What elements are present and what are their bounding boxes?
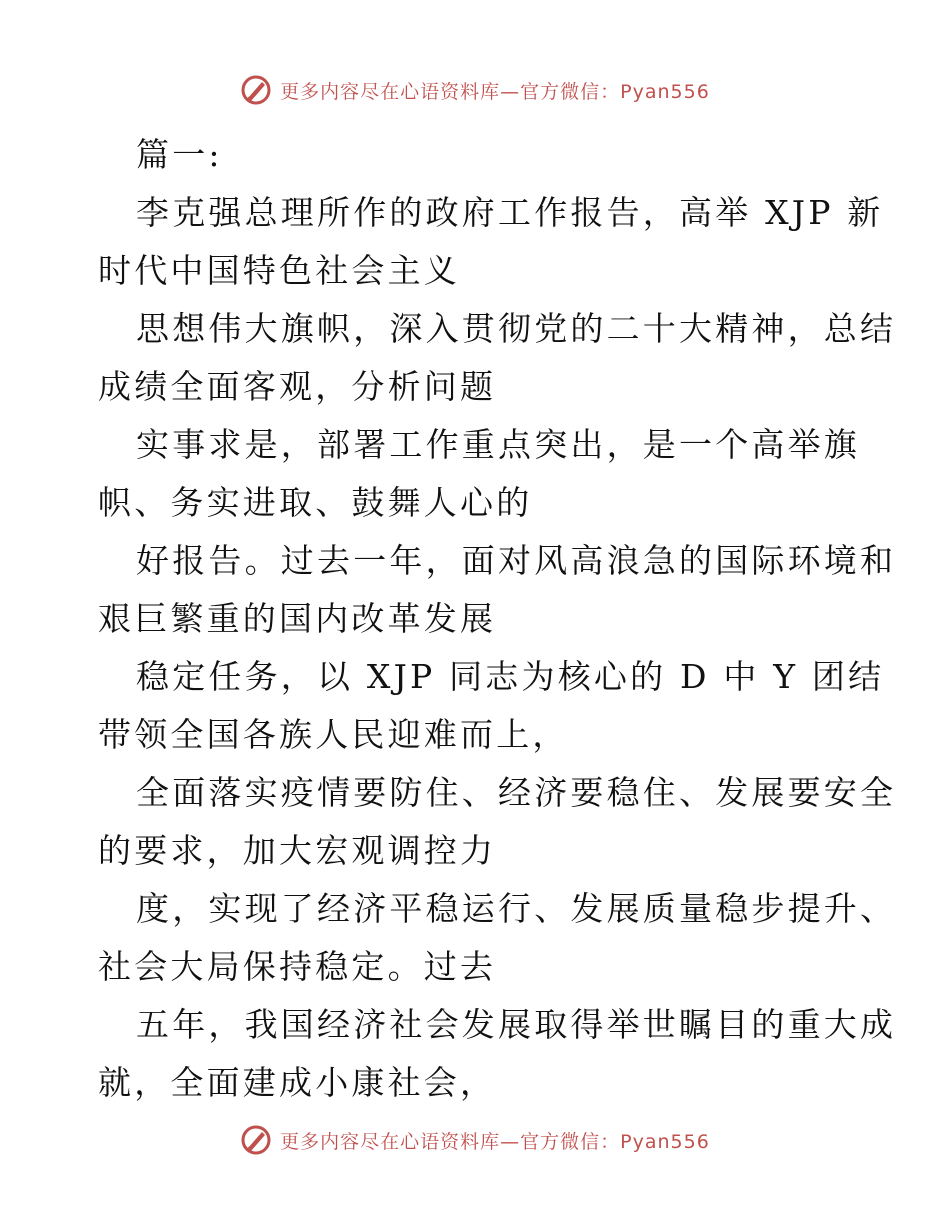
text-line: 社会大局保持稳定。过去	[98, 947, 497, 986]
quill-logo-icon	[240, 74, 272, 106]
text-line: 时代中国特色社会主义	[98, 251, 460, 290]
text-line: 就，全面建成小康社会，	[98, 1063, 497, 1102]
text-line: 好报告。过去一年，面对风高浪急的国际环境和	[136, 541, 897, 580]
text-line: 稳定任务，以 XJP 同志为核心的 D 中 Y 团结	[136, 657, 885, 696]
text-line: 带领全国各族人民迎难而上，	[98, 715, 569, 754]
text-line: 篇一:	[136, 135, 223, 174]
text-line: 五年，我国经济社会发展取得举世瞩目的重大成	[136, 1005, 897, 1044]
text-line: 全面落实疫情要防住、经济要稳住、发展要安全	[136, 773, 897, 812]
text-line: 思想伟大旗帜，深入贯彻党的二十大精神，总结	[136, 309, 897, 348]
text-line: 成绩全面客观，分析问题	[98, 367, 497, 406]
footer-banner	[0, 1120, 950, 1160]
text-line: 实事求是，部署工作重点突出，是一个高举旗	[136, 425, 860, 464]
quill-logo-icon	[240, 1124, 272, 1156]
text-line: 的要求，加大宏观调控力	[98, 831, 497, 870]
text-line: 艰巨繁重的国内改革发展	[98, 599, 497, 638]
text-line: 李克强总理所作的政府工作报告，高举 XJP 新	[136, 193, 884, 232]
header-banner	[0, 70, 950, 110]
text-line: 度，实现了经济平稳运行、发展质量稳步提升、	[136, 889, 897, 928]
banner-text: 更多内容尽在心语资料库—官方微信：Pyan556	[280, 80, 710, 103]
document-body	[98, 126, 897, 1112]
text-line: 帜、务实进取、鼓舞人心的	[98, 483, 533, 522]
banner-text: 更多内容尽在心语资料库—官方微信：Pyan556	[280, 1130, 710, 1153]
